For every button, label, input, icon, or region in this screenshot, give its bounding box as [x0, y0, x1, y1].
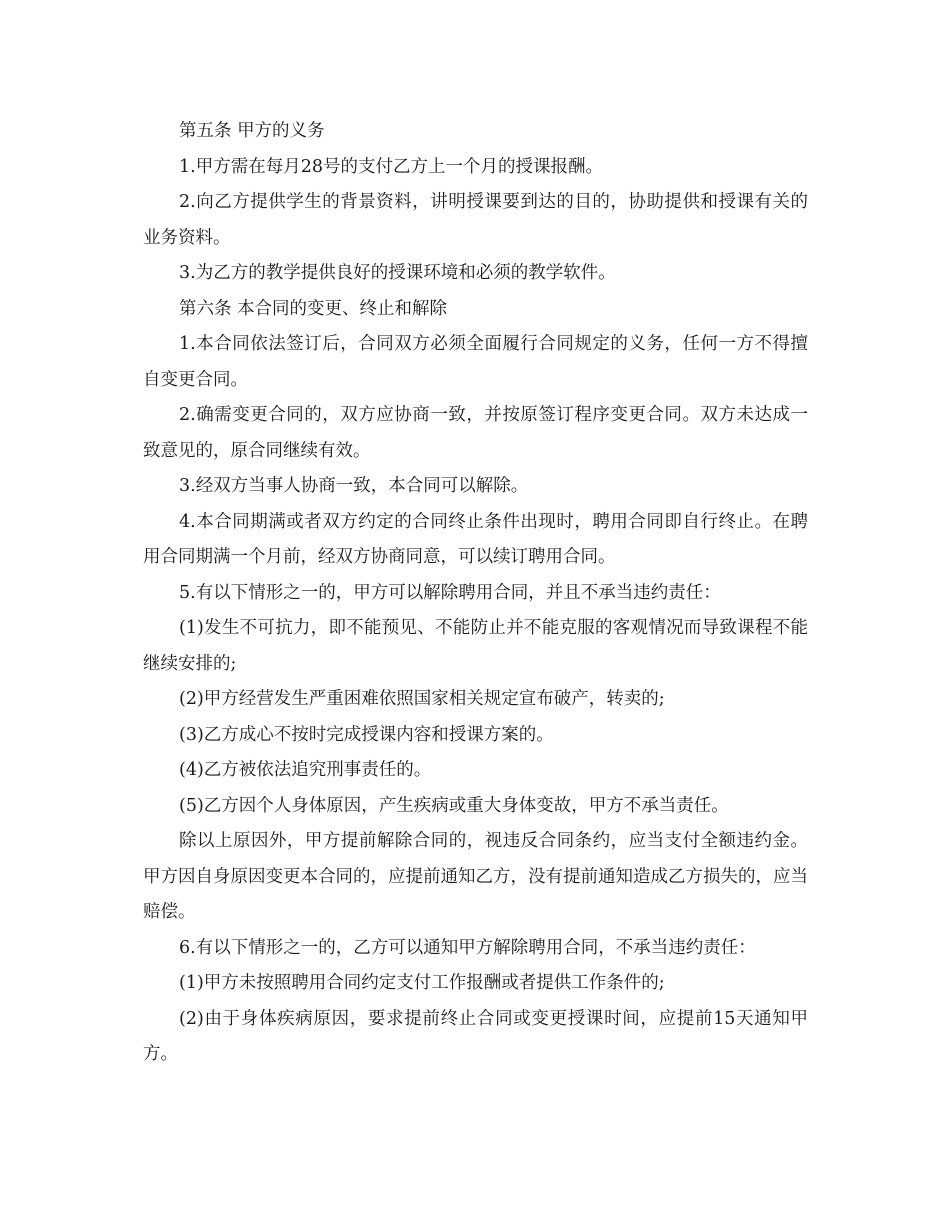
article-6-item-5: 5.有以下情形之一的，甲方可以解除聘用合同，并且不承当违约责任： [179, 582, 721, 603]
article-6-heading: 第六条 本合同的变更、终止和解除 [179, 298, 448, 319]
article-6-item-3: 3.经双方当事人协商一致，本合同可以解除。 [179, 476, 529, 496]
article-6-item-5-note: 除以上原因外，甲方提前解除合同的，视违反合同条约，应当支付全额违约金。甲方因自身原因变更本合同的，应提前通知乙方，没有提前通知造成乙方损失的，应当赔偿。 [143, 831, 808, 922]
document-body [143, 114, 808, 1073]
article-5-item-2: 2.向乙方提供学生的背景资料，讲明授课要到达的目的，协助提供和授课有关的业务资料。 [143, 192, 808, 248]
article-6-item-5-sub-3: (3)乙方成心不按时完成授课内容和授课方案的。 [179, 724, 554, 745]
article-6-item-5-sub-5: (5)乙方因个人身体原因，产生疾病或重大身体变故，甲方不承当责任。 [179, 795, 729, 816]
article-6-item-6-sub-1: (1)甲方未按照聘用合同约定支付工作报酬或者提供工作条件的; [179, 973, 665, 993]
article-6-item-5-sub-1: (1)发生不可抗力，即不能预见、不能防止并不能克服的客观情况而导致课程不能继续安排的; [143, 618, 808, 674]
article-6-item-2: 2.确需变更合同的，双方应协商一致，并按原签订程序变更合同。双方未达成一致意见的，原合同继续有效。 [143, 405, 808, 461]
article-6-item-6-sub-2: (2)由于身体疾病原因，要求提前终止合同或变更授课时间，应提前15天通知甲方。 [143, 1008, 808, 1064]
article-5-heading: 第五条 甲方的义务 [179, 121, 325, 141]
article-5-item-1: 1.甲方需在每月28号的支付乙方上一个月的授课报酬。 [179, 156, 603, 177]
article-6-item-6: 6.有以下情形之一的，乙方可以通知甲方解除聘用合同，不承当违约责任： [179, 937, 756, 958]
article-6-item-1: 1.本合同依法签订后，合同双方必须全面履行合同规定的义务，任何一方不得擅自变更合同。 [143, 334, 808, 390]
article-6-item-5-sub-2: (2)甲方经营发生严重困难依照国家相关规定宣布破产，转卖的; [179, 689, 665, 709]
article-5-item-3: 3.为乙方的教学提供良好的授课环境和必须的教学软件。 [179, 263, 616, 283]
article-6-item-5-sub-4: (4)乙方被依法追究刑事责任的。 [179, 760, 432, 780]
article-6-item-4: 4.本合同期满或者双方约定的合同终止条件出现时，聘用合同即自行终止。在聘用合同期满一个月前，经双方协商同意，可以续订聘用合同。 [143, 511, 808, 567]
